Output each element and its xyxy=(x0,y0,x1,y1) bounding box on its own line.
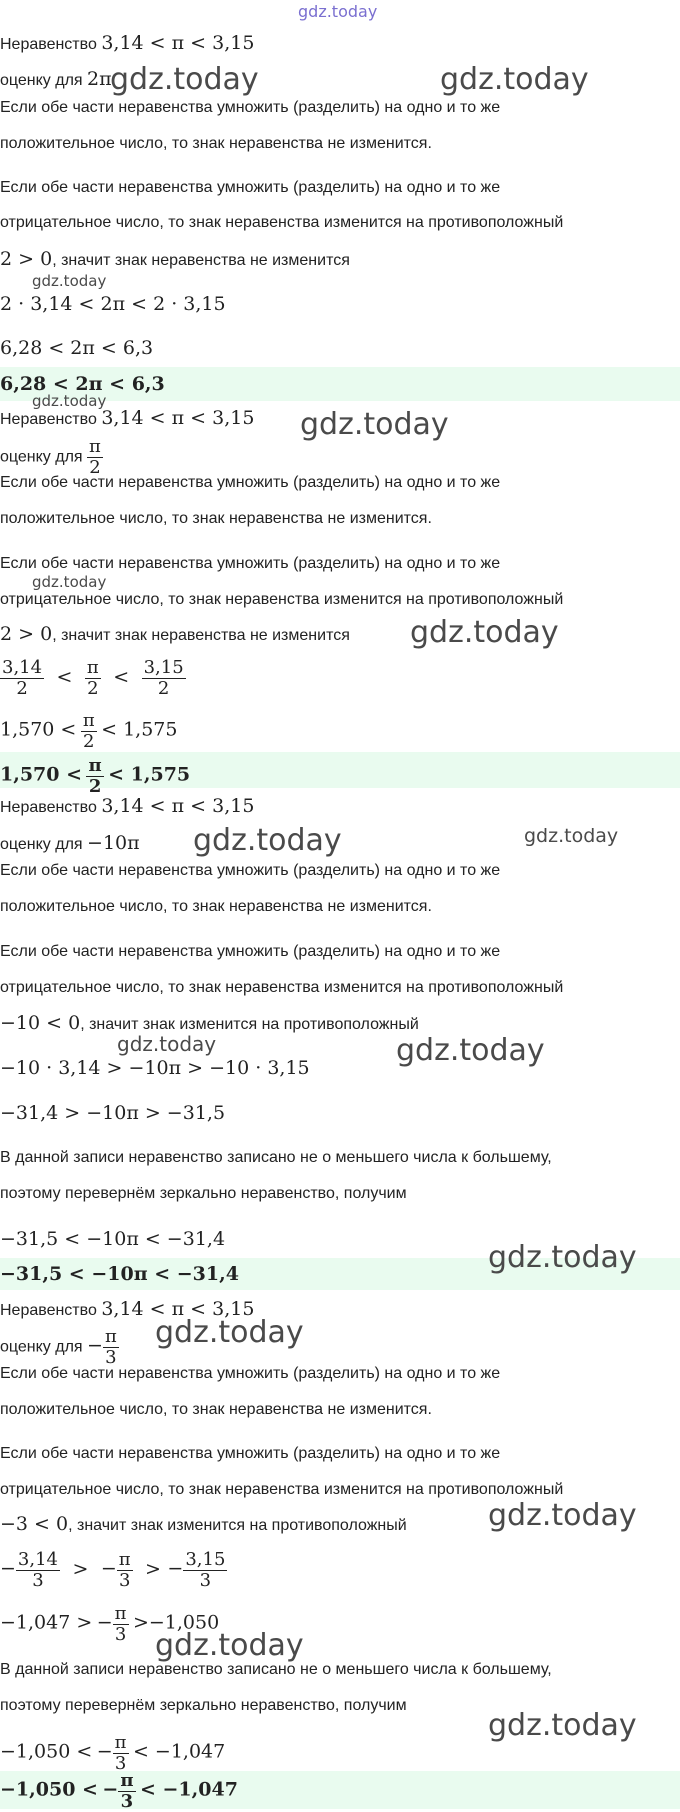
watermark: gdz.today xyxy=(396,1033,545,1068)
rule-positive-1: Если обе части неравенства умножить (разделить) на одно и то же xyxy=(0,99,501,116)
inequality-line xyxy=(0,407,254,431)
answer-left: 1,570 < xyxy=(0,763,83,786)
inequality-line xyxy=(0,32,254,56)
estimate-line xyxy=(0,68,112,92)
fraction-middle xyxy=(85,658,101,699)
estimate-label: оценку для xyxy=(0,1338,83,1356)
watermark: gdz.today xyxy=(488,1240,637,1275)
step-flipped: −31,5 < −10π < −31,4 xyxy=(0,1228,226,1250)
fraction-numerator: π xyxy=(82,710,95,731)
fraction-numerator: π xyxy=(104,1326,117,1347)
estimate-label: оценку для xyxy=(0,448,83,466)
step-multiply: 2 · 3,14 < 2π < 2 · 3,15 xyxy=(0,293,226,315)
less-sign: < xyxy=(113,665,130,688)
condition-line xyxy=(0,248,350,272)
rule-negative-2: отрицательное число, то знак неравенства изменится на противоположный xyxy=(0,214,564,231)
rule-negative-1: Если обе части неравенства умножить (разделить) на одно и то же xyxy=(0,555,501,572)
note-line-1: В данной записи неравенство записано не о меньшего числа к большему, xyxy=(0,1149,552,1166)
rule-negative-1: Если обе части неравенства умножить (разделить) на одно и то же xyxy=(0,943,501,960)
fraction-right xyxy=(142,658,186,699)
answer-line xyxy=(0,756,190,797)
condition-math: 2 > 0 xyxy=(0,623,53,645)
greater-sign: > xyxy=(72,1557,89,1580)
inequality-math: 3,14 < π < 3,15 xyxy=(101,795,255,817)
step-divide xyxy=(0,1550,227,1591)
estimate-math: −10π xyxy=(87,832,140,854)
answer-right: < 1,575 xyxy=(108,763,191,786)
condition-line xyxy=(0,1513,407,1537)
watermark: gdz.today xyxy=(32,272,107,290)
estimate-label: оценку для xyxy=(0,72,83,89)
fraction-middle xyxy=(113,1604,129,1645)
fraction-numerator: π xyxy=(118,1549,131,1570)
fraction-denominator: 3 xyxy=(120,1791,134,1812)
rule-positive-1: Если обе части неравенства умножить (разделить) на одно и то же xyxy=(0,862,501,879)
rule-positive-2: положительное число, то знак неравенства не изменится. xyxy=(0,898,432,915)
fraction-middle xyxy=(117,1550,133,1591)
step-result: 6,28 < 2π < 6,3 xyxy=(0,337,154,359)
inequality-math: 3,14 < π < 3,15 xyxy=(101,407,255,429)
estimate-fraction xyxy=(103,1327,119,1368)
rule-positive-1: Если обе части неравенства умножить (разделить) на одно и то же xyxy=(0,474,501,491)
fraction-numerator: π xyxy=(114,1732,127,1753)
rule-negative-2: отрицательное число, то знак неравенства изменится на противоположный xyxy=(0,591,564,608)
less-sign: < xyxy=(56,665,73,688)
rule-negative-2: отрицательное число, то знак неравенства изменится на противоположный xyxy=(0,1481,564,1498)
watermark: gdz.today xyxy=(155,1315,304,1350)
inequality-line xyxy=(0,795,254,819)
fraction-denominator: 2 xyxy=(88,776,102,797)
watermark: gdz.today xyxy=(193,823,342,858)
condition-math: −3 < 0 xyxy=(0,1513,69,1535)
fraction-left xyxy=(0,658,44,699)
fraction-denominator: 3 xyxy=(114,1624,127,1645)
watermark: gdz.today xyxy=(488,1708,637,1743)
answer-line xyxy=(0,1771,238,1812)
inequality-math: 3,14 < π < 3,15 xyxy=(101,32,255,54)
watermark: gdz.today xyxy=(300,407,449,442)
watermark: gdz.today xyxy=(298,2,378,21)
watermark: gdz.today xyxy=(440,62,589,97)
fraction-denominator: 2 xyxy=(87,678,99,699)
watermark: gdz.today xyxy=(410,615,559,650)
note-line-2: поэтому перевернём зеркально неравенство, получим xyxy=(0,1185,407,1202)
watermark: gdz.today xyxy=(524,825,619,847)
rule-positive-2: положительное число, то знак неравенства не изменится. xyxy=(0,510,432,527)
fraction-denominator: 3 xyxy=(32,1570,44,1591)
fraction-numerator: π xyxy=(120,1770,134,1791)
note-line-2: поэтому перевернём зеркально неравенство, получим xyxy=(0,1697,407,1714)
minus-sign: − xyxy=(96,1611,113,1634)
estimate-label: оценку для xyxy=(0,836,83,853)
answer-line: 6,28 < 2π < 6,3 xyxy=(0,373,165,395)
minus-sign: − xyxy=(87,1334,103,1357)
result-right: >−1,050 xyxy=(132,1611,220,1634)
estimate-math: 2π xyxy=(87,68,112,90)
fraction-numerator: π xyxy=(86,657,99,678)
watermark: gdz.today xyxy=(110,62,259,97)
inequality-label: Неравенство xyxy=(0,411,97,428)
condition-text: , значит знак изменится на противоположный xyxy=(68,1517,407,1534)
result-right: < 1,575 xyxy=(101,718,178,741)
rule-positive-2: положительное число, то знак неравенства не изменится. xyxy=(0,1401,432,1418)
inequality-label: Неравенство xyxy=(0,36,97,53)
fraction-numerator: π xyxy=(114,1603,127,1624)
step-result: −31,4 > −10π > −31,5 xyxy=(0,1102,226,1124)
fraction-numerator: π xyxy=(89,436,101,457)
fraction-denominator: 3 xyxy=(105,1347,117,1368)
rule-positive-2: положительное число, то знак неравенства не изменится. xyxy=(0,135,432,152)
fraction-denominator: 3 xyxy=(199,1570,212,1591)
fraction-denominator: 2 xyxy=(83,731,95,752)
result-left: 1,570 < xyxy=(0,718,77,741)
fraction-numerator: 3,14 xyxy=(2,657,43,678)
rule-positive-1: Если обе части неравенства умножить (разделить) на одно и то же xyxy=(0,1365,501,1382)
watermark: gdz.today xyxy=(32,573,107,591)
step-flipped xyxy=(0,1733,225,1774)
fraction-denominator: 2 xyxy=(157,678,170,699)
minus-sign: − xyxy=(100,1557,117,1580)
watermark: gdz.today xyxy=(155,1628,304,1663)
condition-line xyxy=(0,623,350,647)
note-line-1: В данной записи неравенство записано не о меньшего числа к большему, xyxy=(0,1661,552,1678)
minus-sign: − xyxy=(102,1778,119,1801)
minus-sign: − xyxy=(167,1557,184,1580)
greater-sign: > xyxy=(145,1557,161,1580)
step-result xyxy=(0,711,177,752)
minus-sign: − xyxy=(96,1740,113,1763)
condition-text: , значит знак неравенства не изменится xyxy=(52,252,350,269)
fraction-numerator: 3,15 xyxy=(185,1549,226,1570)
fraction-denominator: 3 xyxy=(114,1753,127,1774)
fraction-numerator: π xyxy=(88,755,102,776)
fraction-denominator: 2 xyxy=(16,678,28,699)
condition-text: , значит знак неравенства не изменится xyxy=(52,627,350,644)
estimate-line xyxy=(0,1327,119,1368)
fraction-denominator: 2 xyxy=(89,457,101,478)
fraction-left xyxy=(16,1550,60,1591)
rule-negative-2: отрицательное число, то знак неравенства изменится на противоположный xyxy=(0,979,564,996)
fraction-middle xyxy=(118,1771,135,1812)
inequality-math: 3,14 < π < 3,15 xyxy=(101,1298,255,1320)
result-left: −1,050 < xyxy=(0,1740,93,1763)
minus-sign: − xyxy=(0,1557,16,1580)
estimate-line xyxy=(0,832,140,856)
answer-line: −31,5 < −10π < −31,4 xyxy=(0,1263,239,1285)
result-left: −1,047 > xyxy=(0,1611,93,1634)
condition-text: , значит знак изменится на противоположный xyxy=(80,1016,419,1033)
fraction-numerator: 3,14 xyxy=(17,1549,58,1570)
fraction-right xyxy=(183,1550,227,1591)
fraction-middle xyxy=(113,1733,129,1774)
step-multiply: −10 · 3,14 > −10π > −10 · 3,15 xyxy=(0,1057,310,1079)
result-right: < −1,047 xyxy=(132,1740,226,1763)
rule-negative-1: Если обе части неравенства умножить (разделить) на одно и то же xyxy=(0,179,501,196)
fraction-middle xyxy=(81,711,97,752)
inequality-label: Неравенство xyxy=(0,1302,97,1319)
step-divide xyxy=(0,658,186,699)
answer-left: −1,050 < xyxy=(0,1778,98,1801)
watermark: gdz.today xyxy=(32,392,107,410)
answer-right: < −1,047 xyxy=(139,1778,238,1801)
rule-negative-1: Если обе части неравенства умножить (разделить) на одно и то же xyxy=(0,1445,501,1462)
fraction-middle xyxy=(86,756,103,797)
fraction-numerator: 3,15 xyxy=(143,657,184,678)
watermark: gdz.today xyxy=(488,1498,637,1533)
inequality-label: Неравенство xyxy=(0,799,97,816)
fraction-denominator: 3 xyxy=(118,1570,131,1591)
condition-math: −10 < 0 xyxy=(0,1012,81,1034)
watermark: gdz.today xyxy=(117,1032,217,1056)
condition-math: 2 > 0 xyxy=(0,248,53,270)
